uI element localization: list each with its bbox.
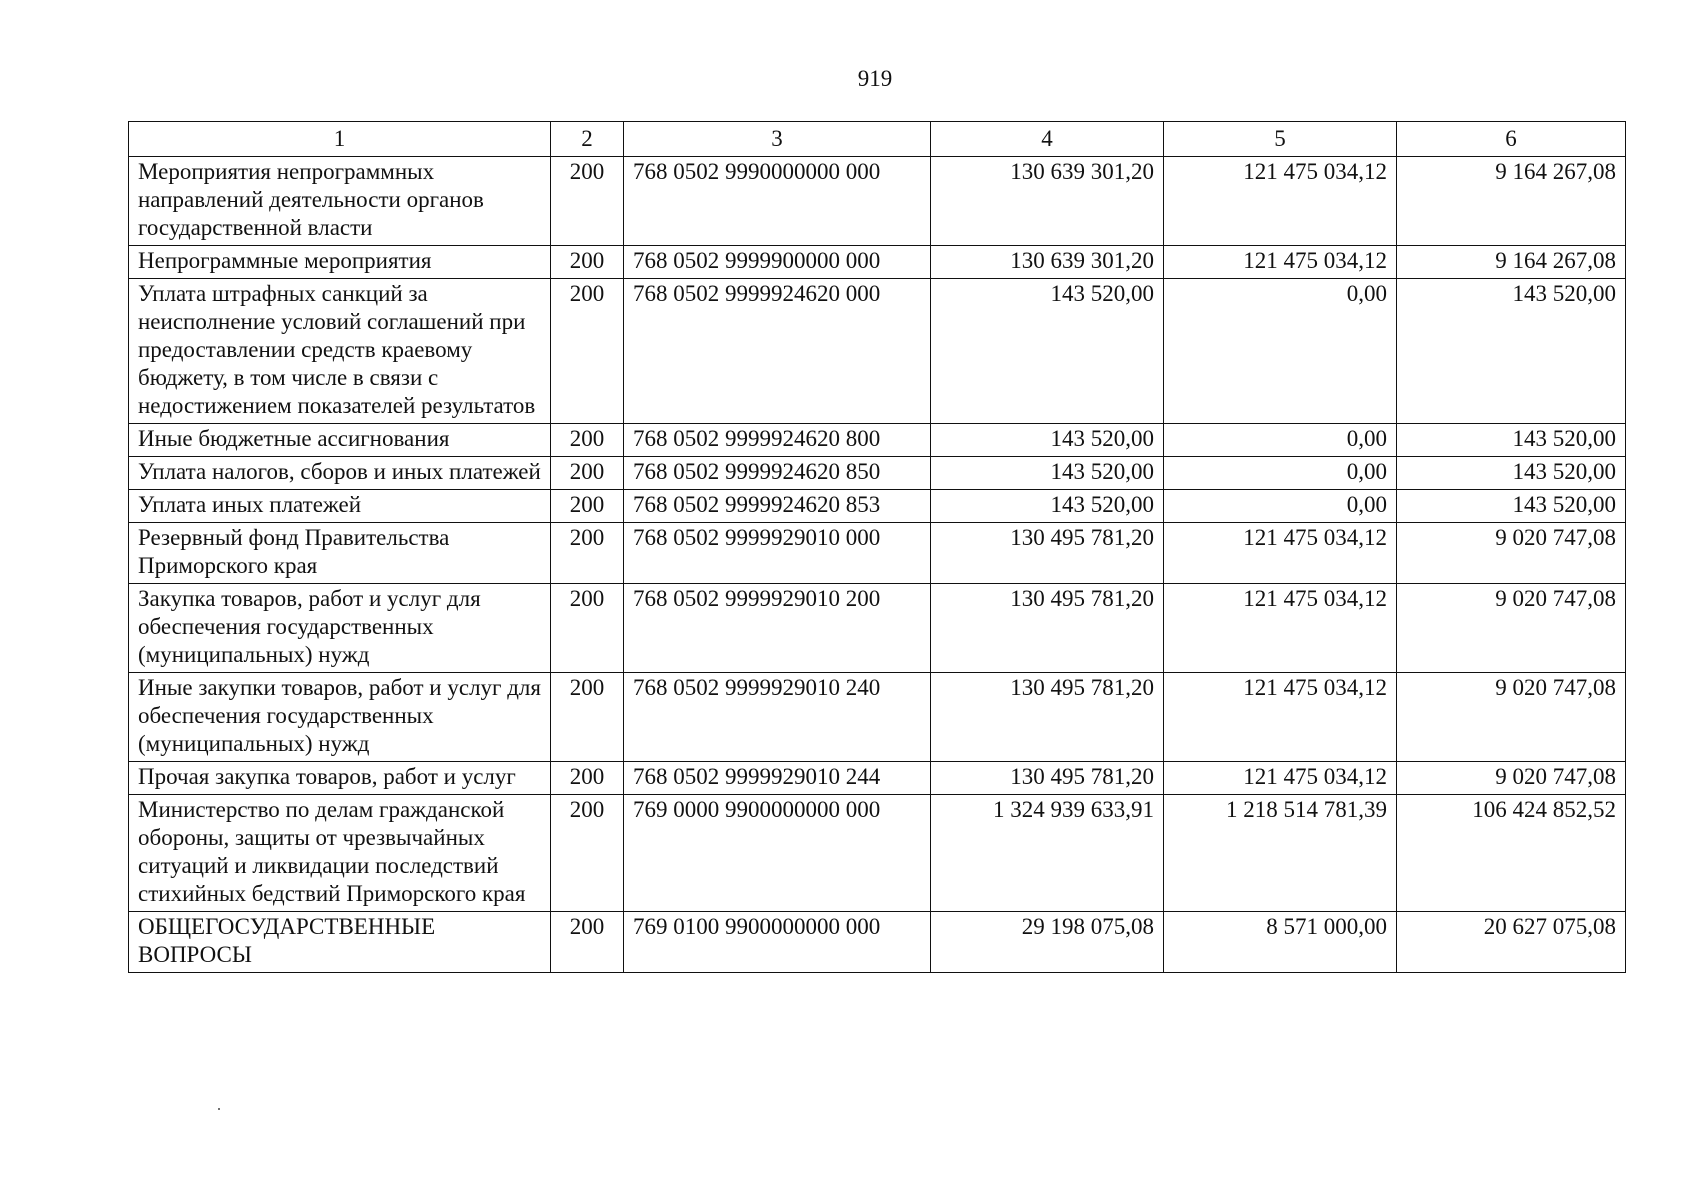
table-row [129, 912, 1626, 973]
row-col2: 200 [551, 246, 624, 279]
row-value-6: 143 520,00 [1397, 490, 1626, 523]
column-header-3: 3 [624, 122, 931, 157]
row-value-5: 0,00 [1164, 457, 1397, 490]
row-code: 768 0502 9999929010 244 [624, 762, 931, 795]
row-name: Уплата штрафных санкций за неисполнение условий соглашений при предоставлении средств краевому бюджету, в том числе в связи с недостижением показателей результатов [129, 279, 551, 424]
row-col2: 200 [551, 912, 624, 973]
row-col2: 200 [551, 490, 624, 523]
column-header-2: 2 [551, 122, 624, 157]
row-value-4: 143 520,00 [931, 457, 1164, 490]
row-name: Мероприятия непрограммных направлений деятельности органов государственной власти [129, 157, 551, 246]
row-name: ОБЩЕГОСУДАРСТВЕННЫЕ ВОПРОСЫ [129, 912, 551, 973]
row-value-5: 1 218 514 781,39 [1164, 795, 1397, 912]
row-code: 768 0502 9990000000 000 [624, 157, 931, 246]
row-name: Иные закупки товаров, работ и услуг для обеспечения государственных (муниципальных) нужд [129, 673, 551, 762]
row-value-5: 121 475 034,12 [1164, 246, 1397, 279]
row-value-6: 143 520,00 [1397, 424, 1626, 457]
row-value-6: 143 520,00 [1397, 279, 1626, 424]
column-header-1: 1 [129, 122, 551, 157]
table-row [129, 457, 1626, 490]
row-code: 768 0502 9999924620 850 [624, 457, 931, 490]
row-code: 769 0000 9900000000 000 [624, 795, 931, 912]
row-code: 768 0502 9999924620 853 [624, 490, 931, 523]
row-col2: 200 [551, 457, 624, 490]
row-code: 768 0502 9999900000 000 [624, 246, 931, 279]
row-name: Прочая закупка товаров, работ и услуг [129, 762, 551, 795]
row-value-5: 0,00 [1164, 424, 1397, 457]
row-col2: 200 [551, 673, 624, 762]
row-value-6: 9 020 747,08 [1397, 762, 1626, 795]
row-value-5: 0,00 [1164, 279, 1397, 424]
row-col2: 200 [551, 584, 624, 673]
row-value-5: 121 475 034,12 [1164, 762, 1397, 795]
row-col2: 200 [551, 795, 624, 912]
row-value-5: 121 475 034,12 [1164, 584, 1397, 673]
table-row [129, 424, 1626, 457]
row-value-5: 121 475 034,12 [1164, 157, 1397, 246]
row-code: 768 0502 9999924620 800 [624, 424, 931, 457]
row-name: Непрограммные мероприятия [129, 246, 551, 279]
table-row [129, 584, 1626, 673]
table-row [129, 673, 1626, 762]
row-value-6: 9 164 267,08 [1397, 246, 1626, 279]
row-code: 769 0100 9900000000 000 [624, 912, 931, 973]
row-value-6: 143 520,00 [1397, 457, 1626, 490]
row-value-4: 1 324 939 633,91 [931, 795, 1164, 912]
table-row [129, 157, 1626, 246]
row-col2: 200 [551, 762, 624, 795]
row-value-4: 130 639 301,20 [931, 246, 1164, 279]
table-row [129, 279, 1626, 424]
row-col2: 200 [551, 424, 624, 457]
row-value-6: 106 424 852,52 [1397, 795, 1626, 912]
row-value-5: 121 475 034,12 [1164, 673, 1397, 762]
row-value-6: 9 020 747,08 [1397, 523, 1626, 584]
row-value-4: 29 198 075,08 [931, 912, 1164, 973]
table-row [129, 490, 1626, 523]
row-col2: 200 [551, 523, 624, 584]
row-value-4: 130 639 301,20 [931, 157, 1164, 246]
row-value-4: 143 520,00 [931, 424, 1164, 457]
row-value-5: 0,00 [1164, 490, 1397, 523]
row-name: Уплата налогов, сборов и иных платежей [129, 457, 551, 490]
row-value-4: 130 495 781,20 [931, 523, 1164, 584]
column-header-5: 5 [1164, 122, 1397, 157]
row-value-4: 130 495 781,20 [931, 584, 1164, 673]
row-name: Закупка товаров, работ и услуг для обеспечения государственных (муниципальных) нужд [129, 584, 551, 673]
row-value-4: 130 495 781,20 [931, 673, 1164, 762]
table-row [129, 523, 1626, 584]
row-value-5: 121 475 034,12 [1164, 523, 1397, 584]
page-number: 919 [857, 66, 893, 91]
table-body [129, 157, 1626, 973]
row-value-6: 9 020 747,08 [1397, 673, 1626, 762]
row-value-6: 9 020 747,08 [1397, 584, 1626, 673]
table-row [129, 246, 1626, 279]
row-value-4: 143 520,00 [931, 279, 1164, 424]
row-col2: 200 [551, 279, 624, 424]
row-name: Резервный фонд Правительства Приморского края [129, 523, 551, 584]
row-code: 768 0502 9999924620 000 [624, 279, 931, 424]
scan-speck [218, 1108, 220, 1110]
table-row [129, 795, 1626, 912]
table-row [129, 762, 1626, 795]
column-header-6: 6 [1397, 122, 1626, 157]
column-header-4: 4 [931, 122, 1164, 157]
row-value-6: 9 164 267,08 [1397, 157, 1626, 246]
row-value-4: 143 520,00 [931, 490, 1164, 523]
row-value-4: 130 495 781,20 [931, 762, 1164, 795]
row-name: Иные бюджетные ассигнования [129, 424, 551, 457]
row-code: 768 0502 9999929010 000 [624, 523, 931, 584]
row-code: 768 0502 9999929010 200 [624, 584, 931, 673]
row-name: Министерство по делам гражданской обороны, защиты от чрезвычайных ситуаций и ликвидации последствий стихийных бедствий Приморского края [129, 795, 551, 912]
header-row [129, 122, 1626, 157]
row-value-6: 20 627 075,08 [1397, 912, 1626, 973]
row-code: 768 0502 9999929010 240 [624, 673, 931, 762]
row-value-5: 8 571 000,00 [1164, 912, 1397, 973]
row-col2: 200 [551, 157, 624, 246]
row-name: Уплата иных платежей [129, 490, 551, 523]
budget-table [128, 121, 1626, 973]
